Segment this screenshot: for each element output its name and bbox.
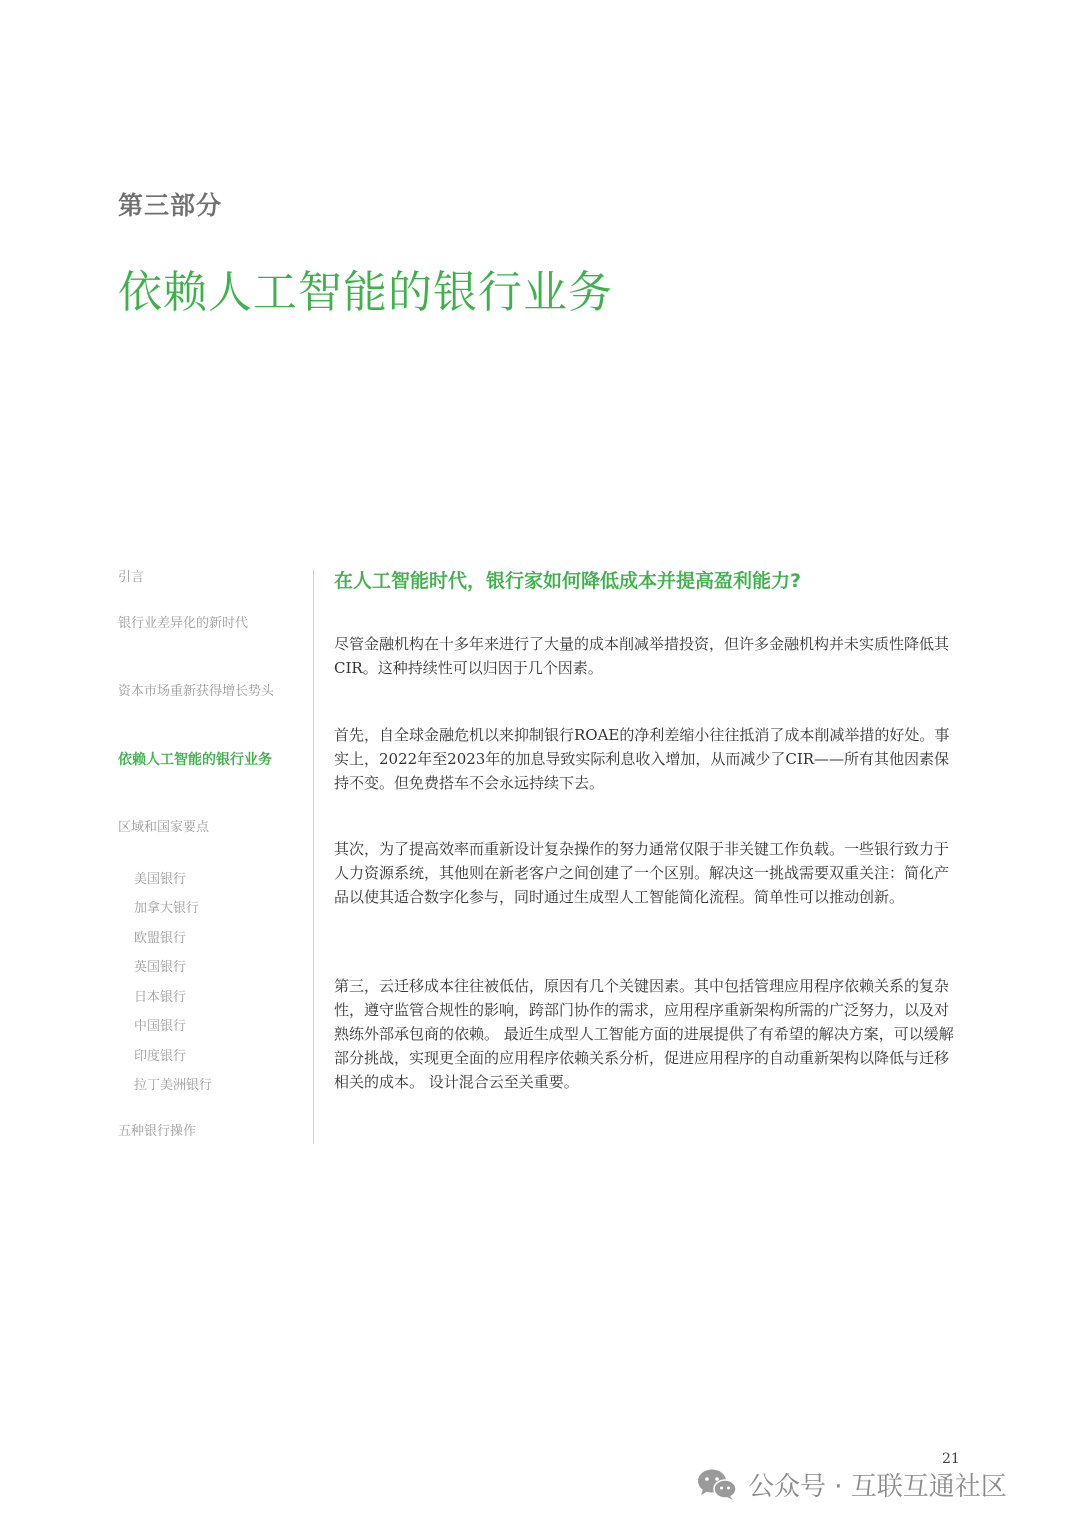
toc-item-introduction[interactable]: 引言 (118, 570, 145, 585)
article-headline: 在人工智能时代，银行家如何降低成本并提高盈利能力? (334, 570, 802, 592)
page-title: 依赖人工智能的银行业务 (118, 267, 613, 318)
watermark-text: 公众号 · 互联互通社区 (748, 1471, 1007, 1502)
page-number: 21 (942, 1451, 960, 1467)
paragraph-2: 首先，自全球金融危机以来抑制银行ROAE的净利差缩小往往抵消了成本削减举措的好处。事实上，2022年至2023年的加息导致实际利息收入增加，从而减少了CIR——所有其他因素保持不变。但免费搭车不会永远持续下去。 (334, 726, 950, 792)
paragraph-4: 第三，云迁移成本往往被低估，原因有几个关键因素。其中包括管理应用程序依赖关系的复杂性，遵守监管合规性的影响，跨部门协作的需求，应用程序重新架构所需的广泛努力，以及对熟练外部承包商的依赖。 最近生成型人工智能方面的进展提供了有希望的解决方案，可以缓解部分挑战，实现更全面的应用程序依赖关系分析，促进应用程序的自动重新架构以降低与迁移相关的成本。 设计混合云至关重要。 (334, 977, 954, 1091)
toc-subitem-eu-banks[interactable]: 欧盟银行 (134, 931, 187, 946)
toc-item-five-operations[interactable]: 五种银行操作 (118, 1124, 197, 1139)
column-divider (313, 570, 314, 1144)
toc-subitem-latam-banks[interactable]: 拉丁美洲银行 (134, 1078, 213, 1093)
paragraph-3: 其次，为了提高效率而重新设计复杂操作的努力通常仅限于非关键工作负载。一些银行致力于人力资源系统，其他则在新老客户之间创建了一个区别。解决这一挑战需要双重关注：简化产品以使其适合数字化参与，同时通过生成型人工智能简化流程。简单性可以推动创新。 (334, 840, 950, 906)
toc-item-regional-highlights[interactable]: 区域和国家要点 (118, 820, 210, 835)
watermark (696, 1462, 1007, 1506)
toc-item-capital-markets[interactable]: 资本市场重新获得增长势头 (118, 684, 275, 699)
toc-item-ai-banking[interactable]: 依赖人工智能的银行业务 (118, 752, 272, 768)
toc-subitem-us-banks[interactable]: 美国银行 (134, 872, 187, 887)
toc-subitem-canada-banks[interactable]: 加拿大银行 (134, 901, 200, 916)
toc-item-differentiation[interactable]: 银行业差异化的新时代 (118, 616, 249, 631)
wechat-icon (696, 1467, 738, 1501)
toc-subitem-china-banks[interactable]: 中国银行 (134, 1019, 187, 1034)
toc-subitem-japan-banks[interactable]: 日本银行 (134, 990, 187, 1005)
paragraph-1: 尽管金融机构在十多年来进行了大量的成本削减举措投资，但许多金融机构并未实质性降低其CIR。这种持续性可以归因于几个因素。 (334, 635, 950, 677)
toc-subitem-india-banks[interactable]: 印度银行 (134, 1049, 187, 1064)
toc-subitem-uk-banks[interactable]: 英国银行 (134, 960, 187, 975)
section-label: 第三部分 (118, 191, 223, 220)
